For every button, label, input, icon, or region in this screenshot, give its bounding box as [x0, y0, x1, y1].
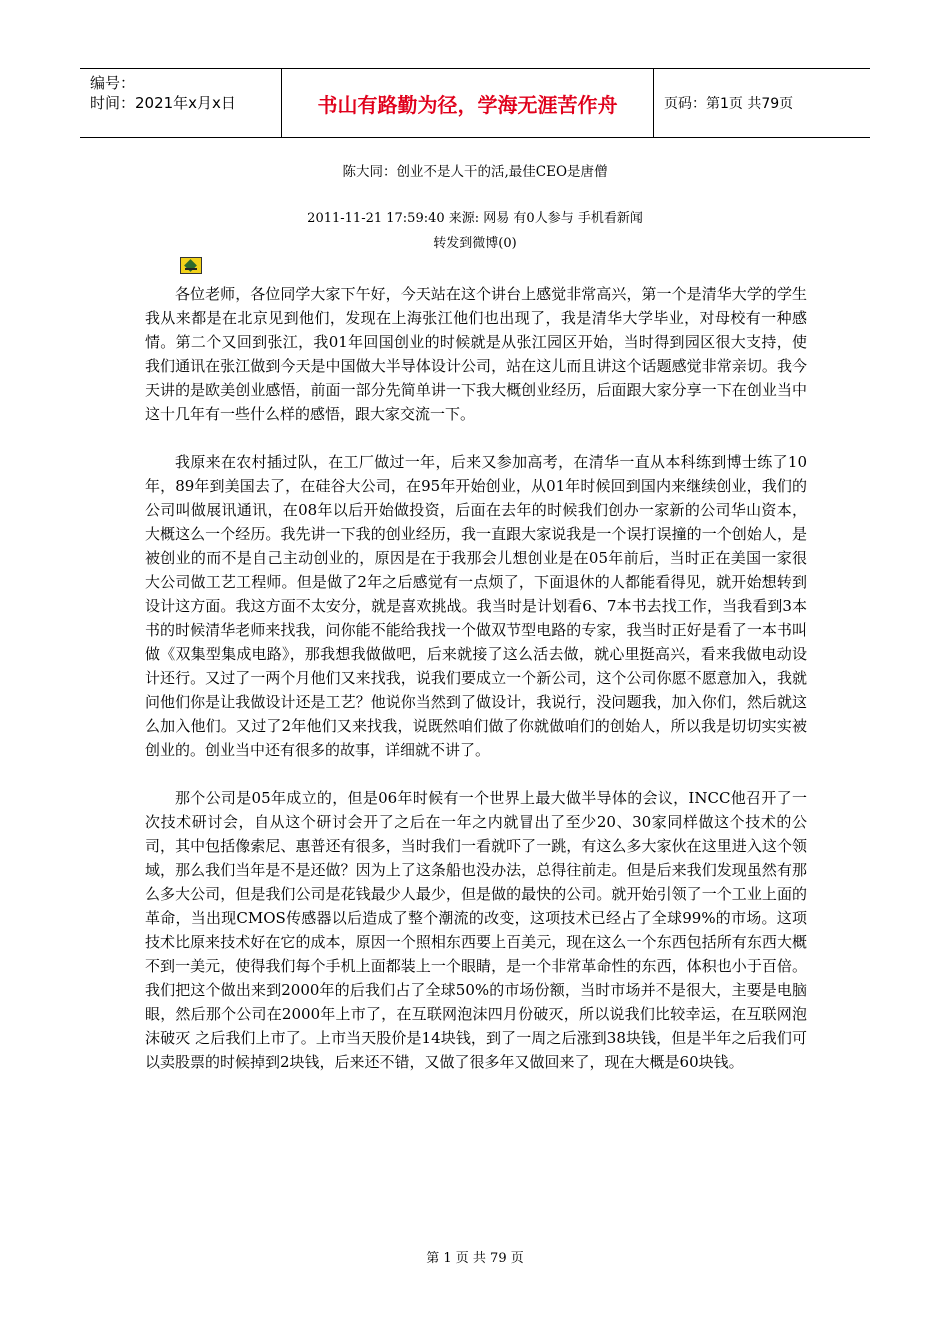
page-header — [80, 68, 870, 138]
header-info-cell — [80, 69, 282, 137]
article-title: 陈大同：创业不是人干的活,最佳CEO是唐僧 — [342, 164, 608, 180]
weibo-share-icon — [180, 257, 202, 274]
header-page-number: 页码：第1页 共79页 — [664, 96, 794, 112]
share-to-weibo-link[interactable]: 转发到微博(0) — [433, 236, 517, 251]
page-footer: 第 1 页 共 79 页 — [426, 1251, 524, 1266]
document-number-label: 编号： — [90, 74, 136, 92]
document-time-label: 时间：2021年x月x日 — [90, 94, 236, 112]
paragraph: 那个公司是05年成立的，但是06年时候有一个世界上最大做半导体的会议，INCC他召开了一次技术研讨会，自从这个研讨会开了之后在一年之内就冒出了至少20、30家同样做这个技术的公司，其中包括像索尼、惠普还有很多，当时我们一看就吓了一跳，有这么多大家伙在这里进入这个领域，那么我们当年是不是还做？因为上了这条船也没办法，总得往前走。但是后来我们发现虽然有那么多大公司，但是我们公司是花钱最少人最少，但是做的最快的公司。就开始引领了一个工业上面的革命，当出现CMOS传感器以后造成了整个潮流的改变，这项技术已经占了全球99%的市场。这项技术比原来技术好在它的成本，原因一个照相东西要上百美元，现在这么一个东西包括所有东西大概不到一美元，使得我们每个手机上面都装上一个眼睛，是一个非常革命性的东西，体积也小于百倍。我们把这个做出来到2000年的后我们占了全球50%的市场份额，当时市场并不是很大，主要是电脑眼，然后那个公司在2000年上市了，在互联网泡沫四月份破灭，所以说我们比较幸运，在互联网泡沫破灭 之后我们上市了。上市当天股价是14块钱，到了一周之后涨到38块钱，但是半年之后我们可以卖股票的时候掉到2块钱，后来还不错，又做了很多年又做回来了，现在大概是60块钱。 — [145, 789, 807, 1071]
paragraph: 我原来在农村插过队，在工厂做过一年，后来又参加高考，在清华一直从本科练到博士练了10年，89年到美国去了，在硅谷大公司，在95年开始创业，从01年时候回到国内来继续创业，我们的公司叫做展讯通讯，在08年以后开始做投资，后面在去年的时候我们创办一家新的公司华山资本，大概这么一个经历。我先讲一下我的创业经历，我一直跟大家说我是一个误打误撞的一个创始人，是被创业的而不是自己主动创业的，原因是在于我那会儿想创业是在05年前后，当时正在美国一家很大公司做工艺工程师。但是做了2年之后感觉有一点烦了，下面退休的人都能看得见，就开始想转到设计这方面。我这方面不太安分，就是喜欢挑战。我当时是计划看6、7本书去找工作，当我看到3本书的时候清华老师来找我，问你能不能给我找一个做双节型电路的专家，我当时正好是看了一本书叫做《双集型集成电路》，那我想我做做吧，后来就接了这么活去做，就心里挺高兴，看来我做电动设计还行。又过了一两个月他们又来找我，说我们要成立一个新公司，这个公司你愿不愿意加入，我就问他们你是让我做设计还是工艺？他说你当然到了做设计，我说行，没问题我，加入你们，然后就这么加入他们。又过了2年他们又来找我，说既然咱们做了你就做咱们的创始人，所以我是切切实实被创业的。创业当中还有很多的故事，详细就不讲了。 — [145, 453, 807, 759]
article-body — [145, 282, 807, 1098]
article-meta: 2011-11-21 17:59:40 来源: 网易 有0人参与 手机看新闻 — [307, 211, 643, 226]
paragraph: 各位老师，各位同学大家下午好，今天站在这个讲台上感觉非常高兴，第一个是清华大学的学生我从来都是在北京见到他们，发现在上海张江他们也出现了，我是清华大学毕业，对母校有一种感情。第二个又回到张江，我01年回国创业的时候就是从张江园区开始，当时得到园区很大支持，使我们通讯在张江做到今天是中国做大半导体设计公司，站在这儿而且讲这个话题感觉非常亲切。我今天讲的是欧美创业感悟，前面一部分先简单讲一下我大概创业经历，后面跟大家分享一下在创业当中这十几年有一些什么样的感悟，跟大家交流一下。 — [145, 285, 807, 423]
header-motto: 书山有路勤为径，学海无涯苦作舟 — [282, 69, 654, 137]
